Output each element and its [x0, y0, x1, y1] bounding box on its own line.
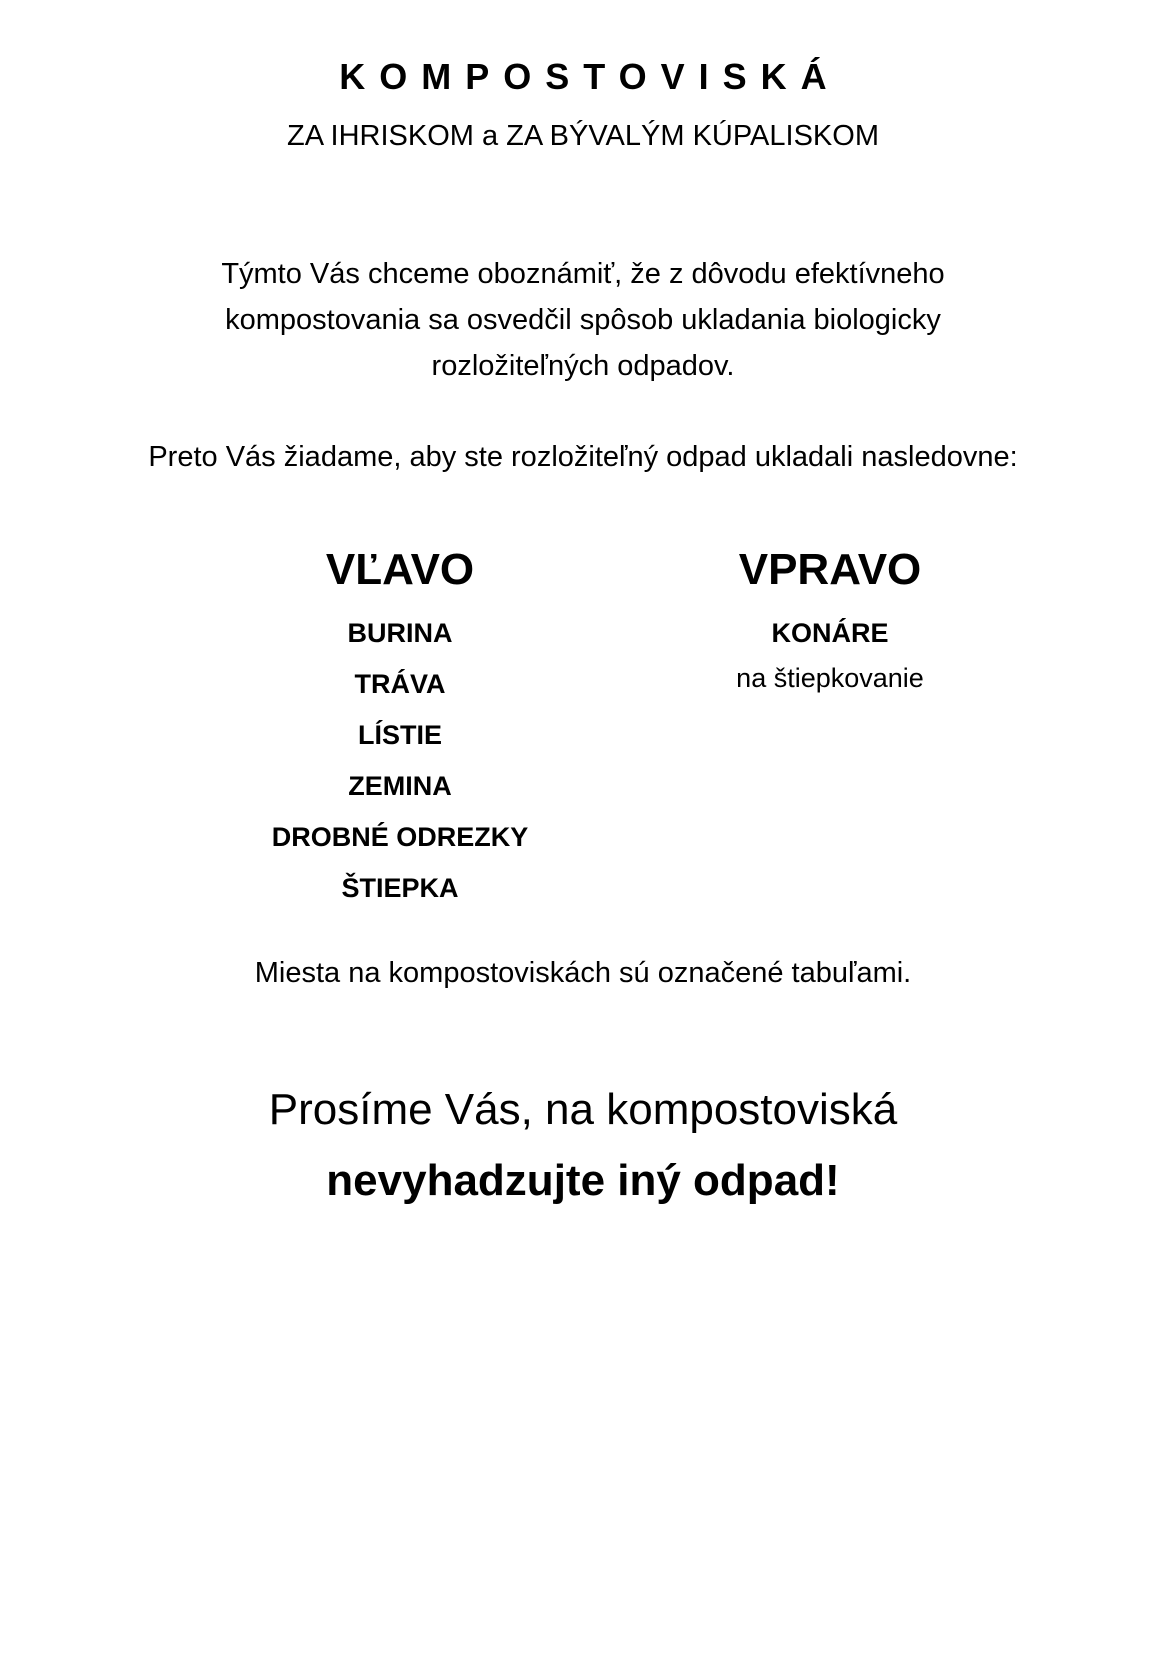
list-item: ŠTIEPKA — [341, 873, 459, 903]
right-column-heading: VPRAVO — [738, 545, 922, 594]
list-item: BURINA — [347, 618, 453, 648]
request-text: Preto Vás žiadame, aby ste rozložiteľný odpad ukladali nasledovne: — [148, 441, 1018, 473]
list-item: KONÁRE — [771, 618, 889, 648]
list-item: TRÁVA — [354, 669, 446, 699]
list-item: DROBNÉ ODREZKY — [271, 822, 529, 852]
page-title: KOMPOSTOVISKÁ — [339, 56, 841, 97]
plea-emphasis: nevyhadzujte iný odpad! — [326, 1156, 840, 1205]
plea-line: Prosíme Vás, na kompostoviská — [268, 1085, 898, 1134]
page-subtitle: ZA IHRISKOM a ZA BÝVALÝM KÚPALISKOM — [287, 120, 879, 152]
intro-line: Týmto Vás chceme oboznámiť, že z dôvodu efektívneho — [221, 258, 945, 290]
intro-line: rozložiteľných odpadov. — [431, 350, 735, 382]
intro-line: kompostovania sa osvedčil spôsob ukladania biologicky — [225, 304, 941, 336]
list-item: LÍSTIE — [357, 720, 442, 750]
left-column — [180, 538, 620, 914]
places-note: Miesta na kompostoviskách sú označené tabuľami. — [254, 957, 912, 989]
left-item-list — [180, 608, 620, 914]
intro-paragraph — [0, 251, 1166, 389]
list-item: ZEMINA — [348, 771, 452, 801]
right-column — [610, 538, 1050, 698]
item-note: na štiepkovanie — [736, 663, 924, 693]
left-column-heading: VĽAVO — [325, 545, 475, 594]
